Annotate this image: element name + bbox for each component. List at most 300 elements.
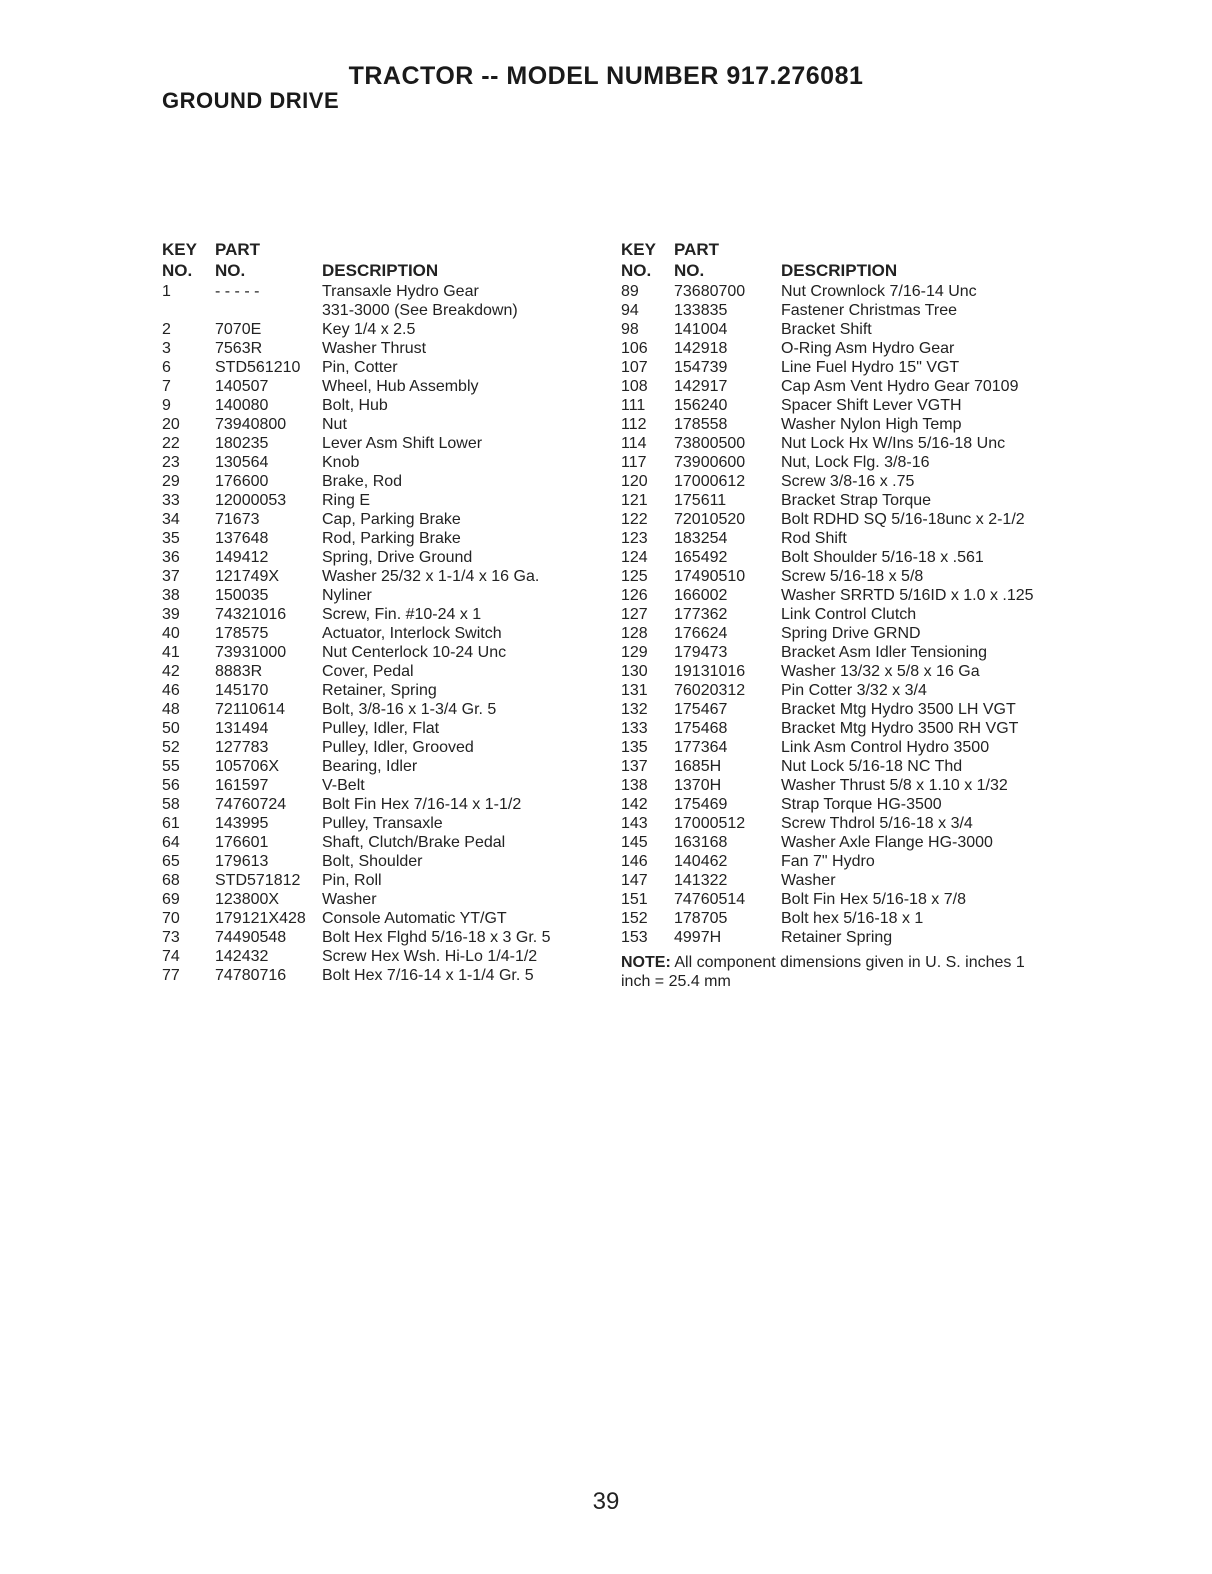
table-row xyxy=(162,358,602,377)
part-no-cell: 133835 xyxy=(674,302,728,319)
description-cell: Spring, Drive Ground xyxy=(322,549,473,566)
part-no-cell: 163168 xyxy=(674,834,728,851)
key-no-cell: 39 xyxy=(162,606,180,623)
part-no-cell: 105706X xyxy=(215,758,280,775)
table-row xyxy=(621,681,1091,700)
key-no-cell: 46 xyxy=(162,682,180,699)
table-row xyxy=(162,434,602,453)
part-no-cell: 143995 xyxy=(215,815,269,832)
part-no-cell: 19131016 xyxy=(674,663,746,680)
description-cell: Retainer Spring xyxy=(781,929,893,946)
description-cell: Pulley, Idler, Grooved xyxy=(322,739,474,756)
part-no-cell: 12000053 xyxy=(215,492,287,509)
part-no-cell: 179613 xyxy=(215,853,269,870)
part-header: PART xyxy=(215,240,261,259)
key-no-cell: 133 xyxy=(621,720,648,737)
table-row xyxy=(162,510,602,529)
part-no-cell: STD561210 xyxy=(215,359,301,376)
description-cell: Washer 13/32 x 5/8 x 16 Ga xyxy=(781,663,980,680)
table-row xyxy=(621,738,1091,757)
table-row xyxy=(162,605,602,624)
description-cell: Washer Axle Flange HG-3000 xyxy=(781,834,993,851)
table-row xyxy=(621,624,1091,643)
key-no-cell: 69 xyxy=(162,891,180,908)
description-cell: Nut xyxy=(322,416,347,433)
description-cell: Fan 7" Hydro xyxy=(781,853,875,870)
part-no-cell: 149412 xyxy=(215,549,269,566)
description-cell: Bolt, Hub xyxy=(322,397,388,414)
key-no-cell: 114 xyxy=(621,435,647,452)
key-no-cell: 125 xyxy=(621,568,648,585)
table-row xyxy=(162,966,602,985)
part-no-cell: 7070E xyxy=(215,321,262,338)
part-no-cell: 177362 xyxy=(674,606,728,623)
description-cell: Washer 25/32 x 1-1/4 x 16 Ga. xyxy=(322,568,540,585)
description-cell: Screw Thdrol 5/16-18 x 3/4 xyxy=(781,815,973,832)
note-text: All component dimensions given in U. S. inches 1 inch = 25.4 mm xyxy=(621,954,1025,990)
table-row xyxy=(162,491,602,510)
table-row xyxy=(621,320,1091,339)
key-no-cell: 138 xyxy=(621,777,648,794)
table-row xyxy=(162,586,602,605)
key-no-cell: 64 xyxy=(162,834,180,851)
description-cell: Line Fuel Hydro 15" VGT xyxy=(781,359,960,376)
part-no-cell: 178575 xyxy=(215,625,269,642)
table-row xyxy=(162,833,602,852)
description-cell: Bolt hex 5/16-18 x 1 xyxy=(781,910,924,927)
part-no-cell: 73900600 xyxy=(674,454,746,471)
description-cell: Washer Thrust xyxy=(322,340,427,357)
part-no-cell: 142918 xyxy=(674,340,728,357)
part-no-header: NO. xyxy=(674,261,705,280)
table-row xyxy=(621,510,1091,529)
description-cell: Bolt Hex 7/16-14 x 1-1/4 Gr. 5 xyxy=(322,967,534,984)
description-cell: Bearing, Idler xyxy=(322,758,418,775)
key-no-cell: 29 xyxy=(162,473,180,490)
table-row xyxy=(162,871,602,890)
description-cell: Ring E xyxy=(322,492,371,509)
table-row xyxy=(162,377,602,396)
description-cell: Nut, Lock Flg. 3/8-16 xyxy=(781,454,930,471)
part-no-cell: 178558 xyxy=(674,416,728,433)
part-no-cell: 17000512 xyxy=(674,815,746,832)
key-no-cell: 132 xyxy=(621,701,648,718)
table-row xyxy=(162,738,602,757)
part-no-cell: 74760724 xyxy=(215,796,287,813)
part-no-cell: STD571812 xyxy=(215,872,301,889)
table-row xyxy=(162,928,602,947)
key-no-cell: 137 xyxy=(621,758,648,775)
part-no-cell: 17490510 xyxy=(674,568,746,585)
key-no-cell: 41 xyxy=(162,644,180,661)
part-no-cell: 175468 xyxy=(674,720,728,737)
key-no-cell: 40 xyxy=(162,625,180,642)
description-cell: Lever Asm Shift Lower xyxy=(322,435,483,452)
table-row xyxy=(621,472,1091,491)
table-row xyxy=(162,909,602,928)
description-cell: Nut Centerlock 10-24 Unc xyxy=(322,644,507,661)
key-no-cell: 22 xyxy=(162,435,180,452)
part-no-cell: 71673 xyxy=(215,511,260,528)
key-no-cell: 143 xyxy=(621,815,648,832)
description-cell: Nyliner xyxy=(322,587,372,604)
table-row xyxy=(162,776,602,795)
key-no-cell: 112 xyxy=(621,416,647,433)
description-cell: Console Automatic YT/GT xyxy=(322,910,507,927)
part-no-cell: 123800X xyxy=(215,891,280,908)
key-no-cell: 146 xyxy=(621,853,648,870)
description-cell: Nut Lock Hx W/Ins 5/16-18 Unc xyxy=(781,435,1006,452)
description-cell: Pin Cotter 3/32 x 3/4 xyxy=(781,682,927,699)
description-cell: Bolt, 3/8-16 x 1-3/4 Gr. 5 xyxy=(322,701,497,718)
description-cell: Bracket Mtg Hydro 3500 LH VGT xyxy=(781,701,1016,718)
key-no-cell: 34 xyxy=(162,511,180,528)
key-no-cell: 42 xyxy=(162,663,180,680)
part-no-cell: 7563R xyxy=(215,340,263,357)
key-header: KEY xyxy=(621,240,656,259)
part-no-cell: 140507 xyxy=(215,378,269,395)
part-no-cell: 150035 xyxy=(215,587,269,604)
description-cell: Bolt Fin Hex 7/16-14 x 1-1/2 xyxy=(322,796,522,813)
description-cell: Bolt Fin Hex 5/16-18 x 7/8 xyxy=(781,891,966,908)
description-cell: Pulley, Transaxle xyxy=(322,815,443,832)
key-no-cell: 37 xyxy=(162,568,180,585)
part-no-cell: 130564 xyxy=(215,454,269,471)
key-no-cell: 55 xyxy=(162,758,180,775)
table-row xyxy=(621,301,1091,320)
table-row xyxy=(621,396,1091,415)
parts-list-header xyxy=(621,238,1091,282)
table-row xyxy=(162,700,602,719)
part-no-cell: 166002 xyxy=(674,587,728,604)
table-row xyxy=(162,282,602,301)
key-no-cell: 9 xyxy=(162,397,171,414)
key-no-cell: 70 xyxy=(162,910,180,927)
description-cell: Pulley, Idler, Flat xyxy=(322,720,440,737)
key-no-cell: 58 xyxy=(162,796,180,813)
key-no-cell: 121 xyxy=(621,492,648,509)
key-no-cell: 122 xyxy=(621,511,648,528)
part-header: PART xyxy=(674,240,720,259)
key-no-cell: 56 xyxy=(162,777,180,794)
description-cell: Screw 3/8-16 x .75 xyxy=(781,473,915,490)
part-no-cell: 180235 xyxy=(215,435,269,452)
table-row xyxy=(162,339,602,358)
description-cell: Brake, Rod xyxy=(322,473,403,490)
section-title: GROUND DRIVE xyxy=(162,88,340,113)
key-no-cell: 142 xyxy=(621,796,648,813)
description-cell: Washer Thrust 5/8 x 1.10 x 1/32 xyxy=(781,777,1008,794)
key-no-header: NO. xyxy=(162,261,193,280)
description-cell: Bracket Asm Idler Tensioning xyxy=(781,644,988,661)
key-no-cell: 152 xyxy=(621,910,648,927)
part-no-cell: 140462 xyxy=(674,853,728,870)
key-no-cell: 89 xyxy=(621,283,639,300)
table-row xyxy=(162,814,602,833)
table-row xyxy=(621,833,1091,852)
key-no-cell: 107 xyxy=(621,359,648,376)
description-cell: O-Ring Asm Hydro Gear xyxy=(781,340,955,357)
description-cell: Fastener Christmas Tree xyxy=(781,302,958,319)
part-no-cell: 131494 xyxy=(215,720,269,737)
description-header: DESCRIPTION xyxy=(781,261,898,280)
part-no-cell: 76020312 xyxy=(674,682,746,699)
table-row xyxy=(621,434,1091,453)
key-no-cell: 153 xyxy=(621,929,648,946)
table-row xyxy=(621,852,1091,871)
key-no-cell: 94 xyxy=(621,302,639,319)
table-row xyxy=(162,320,602,339)
parts-list-header xyxy=(162,238,602,282)
key-no-cell: 35 xyxy=(162,530,180,547)
table-row xyxy=(162,472,602,491)
part-no-cell: 156240 xyxy=(674,397,728,414)
key-no-cell: 127 xyxy=(621,606,648,623)
key-no-cell: 120 xyxy=(621,473,648,490)
part-no-cell: - - - - - xyxy=(215,283,260,300)
part-no-cell: 73800500 xyxy=(674,435,746,452)
table-row xyxy=(621,643,1091,662)
part-no-cell: 183254 xyxy=(674,530,728,547)
key-header: KEY xyxy=(162,240,197,259)
key-no-cell: 6 xyxy=(162,359,171,376)
key-no-cell: 123 xyxy=(621,530,648,547)
table-row xyxy=(621,529,1091,548)
key-no-cell: 48 xyxy=(162,701,180,718)
table-row xyxy=(162,453,602,472)
description-cell: Retainer, Spring xyxy=(322,682,437,699)
table-row xyxy=(621,757,1091,776)
key-no-cell: 130 xyxy=(621,663,648,680)
parts-rows-right xyxy=(621,282,1091,947)
description-cell: V-Belt xyxy=(322,777,365,794)
table-row xyxy=(621,662,1091,681)
table-row xyxy=(621,719,1091,738)
key-no-cell: 145 xyxy=(621,834,648,851)
key-no-cell: 124 xyxy=(621,549,648,566)
parts-rows-left xyxy=(162,282,602,985)
key-no-cell: 7 xyxy=(162,378,171,395)
key-no-cell: 126 xyxy=(621,587,648,604)
description-cell: Shaft, Clutch/Brake Pedal xyxy=(322,834,506,851)
description-cell: Bracket Mtg Hydro 3500 RH VGT xyxy=(781,720,1019,737)
key-no-cell: 1 xyxy=(162,283,171,300)
table-row xyxy=(162,947,602,966)
description-cell: Pin, Roll xyxy=(322,872,382,889)
description-cell: Cap, Parking Brake xyxy=(322,511,461,528)
key-no-cell: 151 xyxy=(621,891,648,908)
description-cell: Washer xyxy=(322,891,377,908)
key-no-cell: 147 xyxy=(621,872,648,889)
part-no-cell: 1685H xyxy=(674,758,722,775)
description-cell: Rod, Parking Brake xyxy=(322,530,461,547)
part-no-cell: 141322 xyxy=(674,872,728,889)
table-row xyxy=(621,605,1091,624)
description-cell: Link Control Clutch xyxy=(781,606,917,623)
description-cell: Bracket Shift xyxy=(781,321,872,338)
table-row xyxy=(621,358,1091,377)
table-row xyxy=(162,719,602,738)
key-no-cell: 106 xyxy=(621,340,648,357)
description-cell: Transaxle Hydro Gear xyxy=(322,283,479,300)
table-row xyxy=(162,643,602,662)
part-no-cell: 140080 xyxy=(215,397,269,414)
description-cell: Cap Asm Vent Hydro Gear 70109 xyxy=(781,378,1019,395)
description-cell: Nut Crownlock 7/16-14 Unc xyxy=(781,283,977,300)
part-no-cell: 177364 xyxy=(674,739,728,756)
description-cell: Screw 5/16-18 x 5/8 xyxy=(781,568,924,585)
part-no-cell: 175469 xyxy=(674,796,728,813)
part-no-cell: 72110614 xyxy=(215,701,285,718)
table-row xyxy=(621,928,1091,947)
part-no-cell: 74780716 xyxy=(215,967,287,984)
part-no-cell: 1370H xyxy=(674,777,722,794)
table-row xyxy=(621,567,1091,586)
key-no-cell: 131 xyxy=(621,682,648,699)
key-no-cell: 98 xyxy=(621,321,639,338)
description-cell: 331-3000 (See Breakdown) xyxy=(322,302,518,319)
table-row xyxy=(162,852,602,871)
table-row xyxy=(621,871,1091,890)
part-no-cell: 8883R xyxy=(215,663,263,680)
part-no-cell: 127783 xyxy=(215,739,269,756)
part-no-cell: 142917 xyxy=(674,378,728,395)
parts-list-left xyxy=(162,238,602,985)
table-row xyxy=(162,415,602,434)
key-no-cell: 20 xyxy=(162,416,180,433)
description-cell: Cover, Pedal xyxy=(322,663,414,680)
key-no-cell: 23 xyxy=(162,454,180,471)
part-no-cell: 74760514 xyxy=(674,891,746,908)
part-no-cell: 137648 xyxy=(215,530,269,547)
description-cell: Bolt Shoulder 5/16-18 x .561 xyxy=(781,549,984,566)
part-no-cell: 176600 xyxy=(215,473,269,490)
table-row xyxy=(621,339,1091,358)
table-row xyxy=(621,282,1091,301)
part-no-cell: 121749X xyxy=(215,568,280,585)
table-row xyxy=(621,890,1091,909)
key-no-cell: 50 xyxy=(162,720,180,737)
description-cell: Screw, Fin. #10-24 x 1 xyxy=(322,606,482,623)
table-row xyxy=(621,776,1091,795)
key-no-cell: 68 xyxy=(162,872,180,889)
table-row xyxy=(621,377,1091,396)
table-row xyxy=(162,662,602,681)
description-cell: Spacer Shift Lever VGTH xyxy=(781,397,962,414)
part-no-cell: 141004 xyxy=(674,321,728,338)
part-no-cell: 161597 xyxy=(215,777,269,794)
page-title: TRACTOR -- MODEL NUMBER 917.276081 xyxy=(348,62,864,90)
part-no-cell: 175611 xyxy=(674,492,727,509)
table-row xyxy=(621,700,1091,719)
key-no-cell: 129 xyxy=(621,644,648,661)
key-no-cell: 65 xyxy=(162,853,180,870)
part-no-cell: 179121X428 xyxy=(215,910,306,927)
description-cell: Key 1/4 x 2.5 xyxy=(322,321,416,338)
description-cell: Washer xyxy=(781,872,836,889)
description-cell: Bolt, Shoulder xyxy=(322,853,423,870)
table-row xyxy=(162,301,602,320)
table-row xyxy=(162,757,602,776)
part-no-cell: 4997H xyxy=(674,929,722,946)
key-no-cell: 38 xyxy=(162,587,180,604)
note-label: NOTE: xyxy=(621,954,671,971)
part-no-cell: 154739 xyxy=(674,359,728,376)
part-no-cell: 178705 xyxy=(674,910,728,927)
table-row xyxy=(621,795,1091,814)
key-no-cell: 117 xyxy=(621,454,647,471)
key-no-cell: 61 xyxy=(162,815,180,832)
description-cell: Link Asm Control Hydro 3500 xyxy=(781,739,990,756)
key-no-cell: 77 xyxy=(162,967,180,984)
part-no-cell: 165492 xyxy=(674,549,728,566)
table-row xyxy=(621,415,1091,434)
key-no-cell: 111 xyxy=(621,397,646,414)
table-row xyxy=(621,491,1091,510)
part-no-cell: 176601 xyxy=(215,834,269,851)
note xyxy=(621,953,1041,991)
table-row xyxy=(162,548,602,567)
table-row xyxy=(162,681,602,700)
description-cell: Strap Torque HG-3500 xyxy=(781,796,942,813)
table-row xyxy=(621,453,1091,472)
description-cell: Spring Drive GRND xyxy=(781,625,921,642)
key-no-cell: 3 xyxy=(162,340,171,357)
key-no-cell: 33 xyxy=(162,492,180,509)
description-cell: Bolt RDHD SQ 5/16-18unc x 2-1/2 xyxy=(781,511,1025,528)
key-no-header: NO. xyxy=(621,261,652,280)
part-no-cell: 179473 xyxy=(674,644,728,661)
table-row xyxy=(621,814,1091,833)
key-no-cell: 52 xyxy=(162,739,180,756)
description-cell: Nut Lock 5/16-18 NC Thd xyxy=(781,758,963,775)
key-no-cell: 74 xyxy=(162,948,180,965)
part-no-cell: 73680700 xyxy=(674,283,746,300)
description-cell: Bolt Hex Flghd 5/16-18 x 3 Gr. 5 xyxy=(322,929,551,946)
key-no-cell: 108 xyxy=(621,378,648,395)
part-no-cell: 145170 xyxy=(215,682,269,699)
key-no-cell: 2 xyxy=(162,321,171,338)
table-row xyxy=(621,586,1091,605)
table-row xyxy=(162,795,602,814)
part-no-cell: 73931000 xyxy=(215,644,287,661)
description-cell: Washer Nylon High Temp xyxy=(781,416,962,433)
part-no-cell: 176624 xyxy=(674,625,728,642)
part-no-cell: 74321016 xyxy=(215,606,287,623)
parts-list-right xyxy=(621,238,1091,991)
description-cell: Rod Shift xyxy=(781,530,847,547)
table-row xyxy=(162,529,602,548)
key-no-cell: 73 xyxy=(162,929,180,946)
key-no-cell: 135 xyxy=(621,739,648,756)
table-row xyxy=(621,909,1091,928)
description-cell: Screw Hex Wsh. Hi-Lo 1/4-1/2 xyxy=(322,948,538,965)
description-cell: Pin, Cotter xyxy=(322,359,398,376)
part-no-cell: 17000612 xyxy=(674,473,746,490)
description-cell: Actuator, Interlock Switch xyxy=(322,625,502,642)
table-row xyxy=(162,890,602,909)
page-number: 39 xyxy=(592,1488,620,1515)
table-row xyxy=(162,567,602,586)
part-no-header: NO. xyxy=(215,261,246,280)
description-cell: Bracket Strap Torque xyxy=(781,492,932,509)
description-cell: Knob xyxy=(322,454,360,471)
key-no-cell: 128 xyxy=(621,625,648,642)
key-no-cell: 36 xyxy=(162,549,180,566)
part-no-cell: 73940800 xyxy=(215,416,287,433)
table-row xyxy=(621,548,1091,567)
part-no-cell: 72010520 xyxy=(674,511,746,528)
